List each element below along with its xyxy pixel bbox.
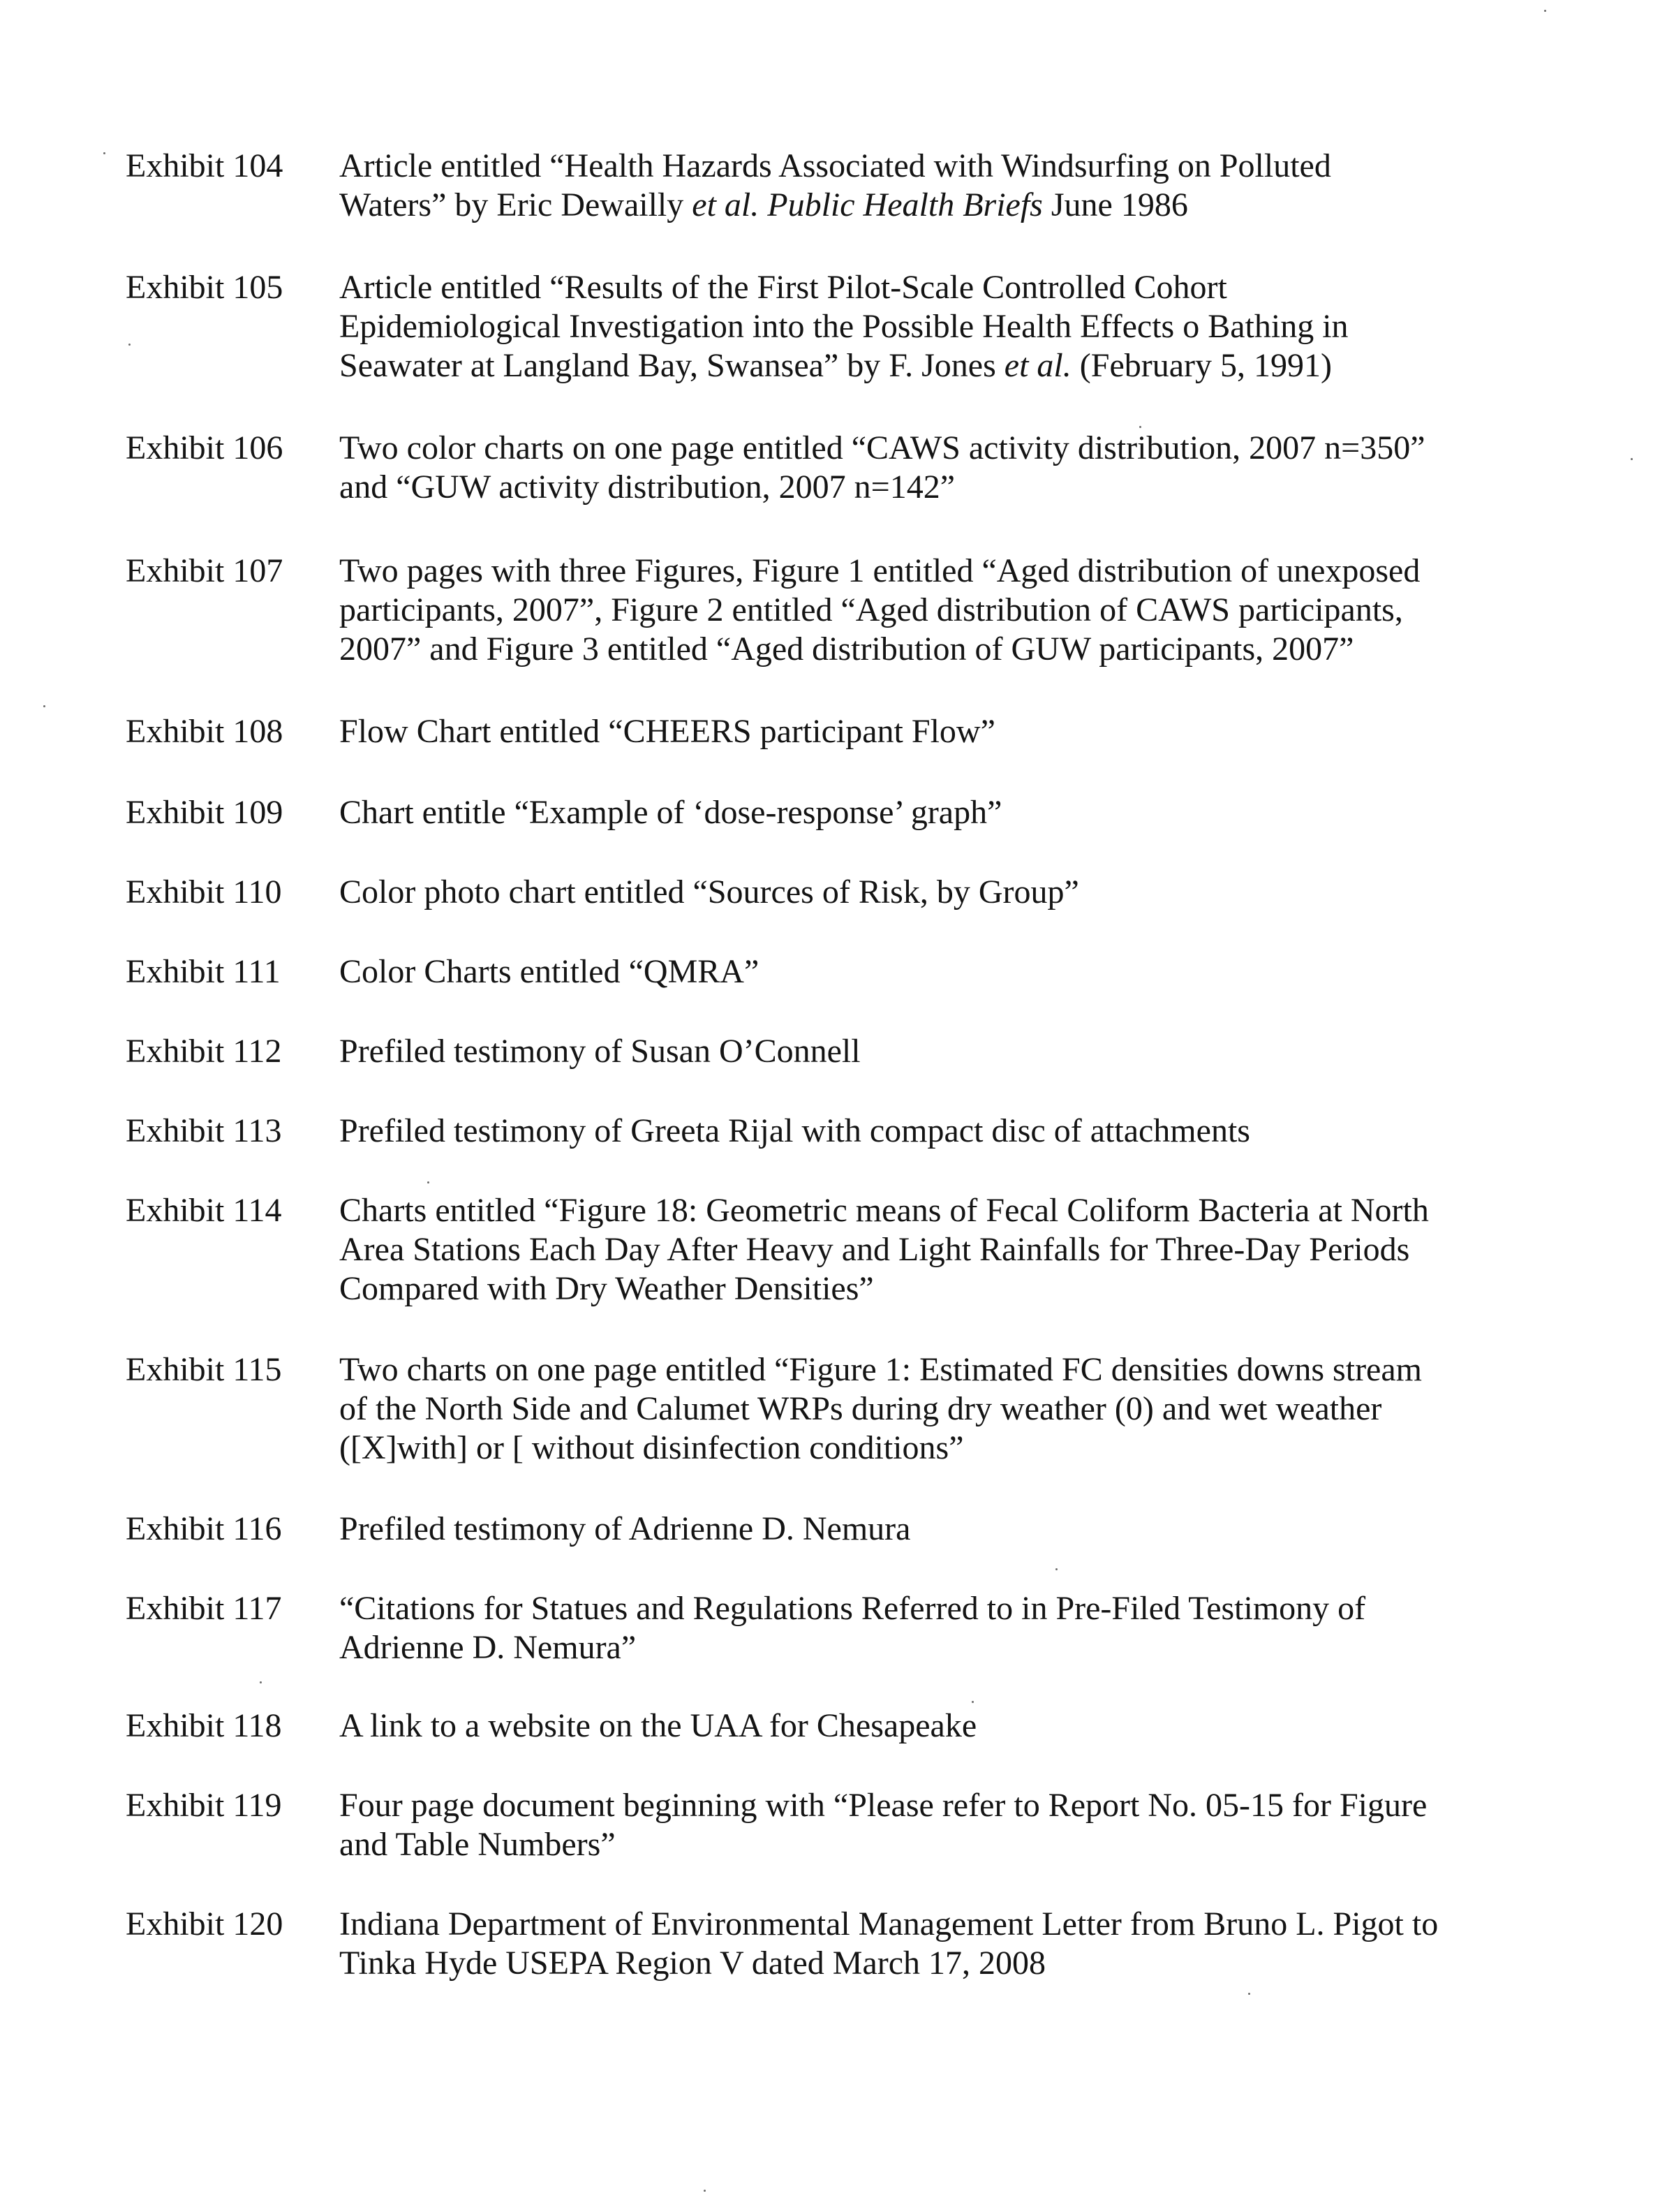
italic-text-run: Public Health Briefs [767, 186, 1043, 223]
italic-text-run: et al. [1004, 347, 1072, 384]
exhibit-number: Exhibit 113 [126, 1112, 282, 1149]
exhibit-description-line [339, 468, 1508, 507]
exhibit-row [126, 1589, 1508, 1667]
scan-speck [1139, 426, 1141, 428]
scan-speck [1248, 1993, 1250, 1995]
scan-speck [128, 344, 131, 346]
exhibit-row [126, 1350, 1508, 1468]
exhibit-row [126, 429, 1508, 507]
exhibit-number: Exhibit 114 [126, 1192, 282, 1229]
text-run: Article entitled “Health Hazards Associated with Windsurfing on Polluted [339, 147, 1331, 184]
text-run: ([X]with] or [ without disinfection conditions” [339, 1429, 964, 1466]
text-run: Compared with Dry Weather Densities” [339, 1270, 874, 1307]
exhibit-number: Exhibit 116 [126, 1510, 282, 1547]
exhibit-number: Exhibit 115 [126, 1351, 282, 1388]
italic-text-run: et al. [692, 186, 759, 223]
exhibit-row [126, 1706, 1508, 1746]
exhibit-description-line [339, 630, 1508, 669]
exhibit-description-line [339, 1628, 1508, 1667]
exhibit-number: Exhibit 109 [126, 794, 283, 831]
exhibit-description [339, 147, 1508, 225]
exhibit-description-line [339, 1032, 1508, 1071]
scan-speck [1631, 458, 1633, 460]
exhibit-description-line [339, 1706, 1508, 1746]
exhibit-description-line [339, 793, 1508, 832]
exhibit-description-line [339, 952, 1508, 991]
exhibit-description-line [339, 1350, 1508, 1389]
exhibit-description [339, 1786, 1508, 1864]
text-run: and Table Numbers” [339, 1826, 616, 1863]
exhibit-description-line [339, 307, 1508, 346]
text-run: Two pages with three Figures, Figure 1 entitled “Aged distribution of unexposed [339, 552, 1421, 589]
text-run: June 1986 [1042, 186, 1188, 223]
text-run: Two charts on one page entitled “Figure 1: Estimated FC densities downs stream [339, 1351, 1422, 1388]
exhibit-description-line [339, 1589, 1508, 1628]
exhibit-description-line [339, 873, 1508, 912]
exhibit-number: Exhibit 111 [126, 953, 281, 990]
exhibit-description [339, 1191, 1508, 1308]
exhibit-number: Exhibit 106 [126, 429, 283, 466]
exhibit-description-line [339, 268, 1508, 307]
exhibit-row [126, 1786, 1508, 1864]
exhibit-row [126, 712, 1508, 751]
exhibit-number: Exhibit 118 [126, 1707, 282, 1744]
exhibit-description-line [339, 552, 1508, 591]
exhibit-row [126, 1032, 1508, 1071]
text-run: of the North Side and Calumet WRPs during dry weather (0) and wet weather [339, 1390, 1382, 1427]
exhibit-description-line [339, 1389, 1508, 1429]
text-run: Adrienne D. Nemura” [339, 1629, 637, 1666]
exhibit-description [339, 429, 1508, 507]
exhibit-row [126, 793, 1508, 832]
exhibit-description [339, 268, 1508, 385]
exhibit-description-line [339, 591, 1508, 630]
exhibit-number: Exhibit 104 [126, 147, 283, 184]
scan-speck [260, 1681, 262, 1683]
exhibit-description-line [339, 1429, 1508, 1468]
exhibit-description [339, 873, 1508, 912]
exhibit-number: Exhibit 117 [126, 1590, 282, 1627]
exhibit-description [339, 952, 1508, 991]
text-run: Four page document beginning with “Please refer to Report No. 05-15 for Figure [339, 1787, 1428, 1824]
exhibit-number: Exhibit 112 [126, 1033, 282, 1070]
text-run: Waters” by Eric Dewailly [339, 186, 692, 223]
exhibit-row [126, 1191, 1508, 1308]
exhibit-description-line [339, 1510, 1508, 1549]
exhibit-row [126, 147, 1508, 225]
text-run: Prefiled testimony of Adrienne D. Nemura [339, 1510, 911, 1547]
exhibit-description [339, 1905, 1508, 1983]
exhibit-description-line [339, 1230, 1508, 1269]
exhibit-description-line [339, 1786, 1508, 1825]
text-run: A link to a website on the UAA for Chesapeake [339, 1707, 977, 1744]
exhibit-row [126, 952, 1508, 991]
scan-speck [1055, 1568, 1058, 1570]
exhibit-row [126, 1112, 1508, 1151]
text-run: participants, 2007”, Figure 2 entitled “Aged distribution of CAWS participants, [339, 591, 1403, 628]
text-run: Epidemiological Investigation into the Possible Health Effects o Bathing in [339, 308, 1349, 345]
exhibit-row [126, 552, 1508, 669]
text-run: Chart entitle “Example of ‘dose-response’ graph” [339, 794, 1002, 831]
scan-speck [704, 2190, 706, 2192]
text-run [759, 186, 767, 223]
text-run: Flow Chart entitled “CHEERS participant Flow” [339, 713, 995, 750]
exhibit-description-line [339, 186, 1508, 225]
exhibit-number: Exhibit 105 [126, 269, 283, 306]
scan-speck [103, 152, 105, 154]
text-run: Tinka Hyde USEPA Region V dated March 17, 2008 [339, 1945, 1046, 1982]
exhibit-description [339, 1589, 1508, 1667]
scan-speck [972, 1701, 974, 1703]
text-run: 2007” and Figure 3 entitled “Aged distribution of GUW participants, 2007” [339, 631, 1354, 668]
text-run: (February 5, 1991) [1071, 347, 1333, 384]
text-run: Area Stations Each Day After Heavy and Light Rainfalls for Three-Day Periods [339, 1231, 1410, 1268]
exhibit-row [126, 1905, 1508, 1983]
exhibit-row [126, 268, 1508, 385]
exhibit-description [339, 1350, 1508, 1468]
exhibit-number: Exhibit 110 [126, 873, 282, 910]
exhibit-row [126, 1510, 1508, 1549]
text-run: Prefiled testimony of Susan O’Connell [339, 1033, 861, 1070]
scan-speck [427, 1181, 429, 1184]
exhibit-number: Exhibit 107 [126, 552, 283, 589]
scan-speck [1544, 10, 1546, 12]
exhibit-description-line [339, 1269, 1508, 1308]
exhibit-description-line [339, 147, 1508, 186]
exhibit-description-line [339, 1944, 1508, 1983]
exhibit-description [339, 1032, 1508, 1071]
exhibit-description [339, 712, 1508, 751]
exhibit-description [339, 793, 1508, 832]
exhibit-description-line [339, 346, 1508, 385]
text-run: Charts entitled “Figure 18: Geometric means of Fecal Coliform Bacteria at North [339, 1192, 1429, 1229]
exhibit-description [339, 552, 1508, 669]
text-run: Prefiled testimony of Greeta Rijal with compact disc of attachments [339, 1112, 1250, 1149]
exhibit-description-line [339, 1191, 1508, 1230]
exhibit-description-line [339, 1112, 1508, 1151]
exhibit-number: Exhibit 108 [126, 713, 283, 750]
exhibit-number: Exhibit 119 [126, 1787, 282, 1824]
text-run: “Citations for Statues and Regulations Referred to in Pre-Filed Testimony of [339, 1590, 1366, 1627]
exhibit-description [339, 1706, 1508, 1746]
exhibit-description-line [339, 712, 1508, 751]
exhibit-row [126, 873, 1508, 912]
text-run: Seawater at Langland Bay, Swansea” by F. Jones [339, 347, 1005, 384]
exhibit-number: Exhibit 120 [126, 1905, 283, 1942]
exhibit-description [339, 1112, 1508, 1151]
text-run: Color Charts entitled “QMRA” [339, 953, 759, 990]
text-run: Indiana Department of Environmental Management Letter from Bruno L. Pigot to [339, 1905, 1439, 1942]
scan-speck [43, 705, 45, 707]
exhibit-description [339, 1510, 1508, 1549]
exhibit-description-line [339, 429, 1508, 468]
exhibit-description-line [339, 1905, 1508, 1944]
text-run: Article entitled “Results of the First Pilot-Scale Controlled Cohort [339, 269, 1227, 306]
text-run: and “GUW activity distribution, 2007 n=142” [339, 469, 956, 506]
text-run: Two color charts on one page entitled “CAWS activity distribution, 2007 n=350” [339, 429, 1425, 466]
text-run: Color photo chart entitled “Sources of Risk, by Group” [339, 873, 1079, 910]
exhibit-description-line [339, 1825, 1508, 1864]
